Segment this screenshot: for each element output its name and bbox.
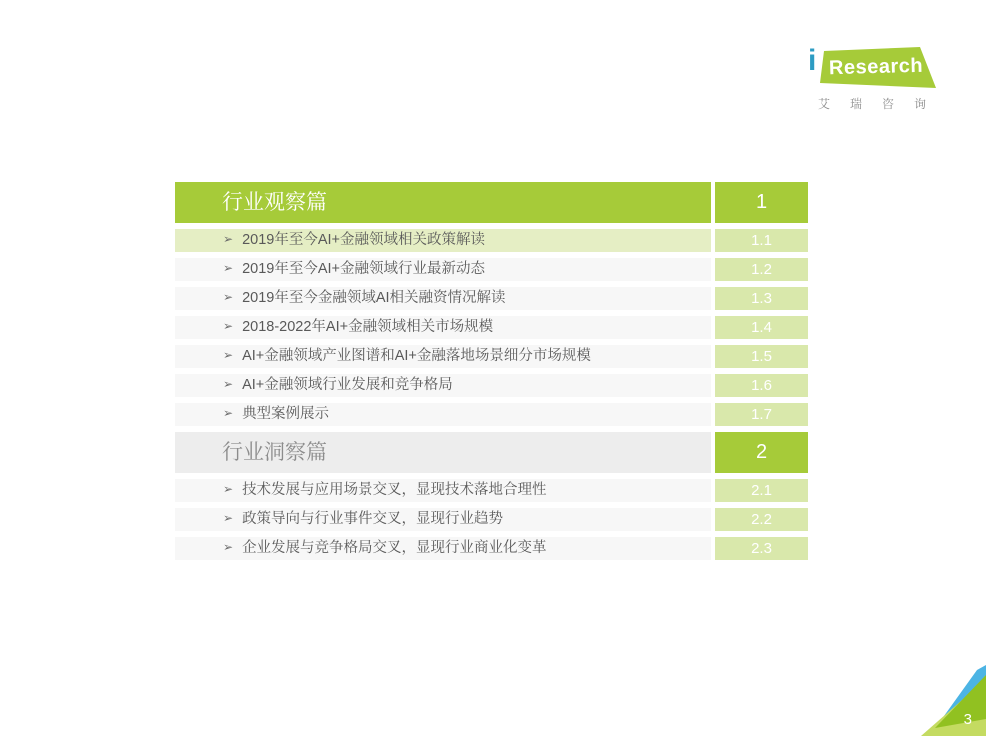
toc-item-label: 2019年至今AI+金融领域相关政策解读 [242,232,485,248]
arrow-bullet-icon: ➢ [223,406,234,420]
toc-table [175,182,808,560]
toc-item-number: 1.6 [715,374,808,397]
toc-item-label: 2019年至今AI+金融领域行业最新动态 [242,261,485,277]
logo-chinese-name: 艾瑞咨询 [818,97,947,111]
toc-item-label: 企业发展与竞争格局交叉，显现行业商业化变革 [242,540,547,556]
iresearch-logo [806,44,946,114]
page-number: 3 [963,711,972,728]
logo-i-mark: i [808,44,817,77]
toc-item-label: AI+金融领域产业图谱和AI+金融落地场景细分市场规模 [242,348,591,364]
toc-item-label: 2018-2022年AI+金融领域相关市场规模 [242,319,494,335]
section-1-title: 行业观察篇 [175,182,711,223]
toc-item-label: 技术发展与应用场景交叉，显现技术落地合理性 [242,482,547,498]
toc-item-number: 1.1 [715,229,808,252]
toc-item-label: 政策导向与行业事件交叉，显现行业趋势 [242,511,504,527]
corner-decoration [916,660,986,736]
section-1-header-row [175,182,808,223]
logo-wordmark: Research [828,54,924,80]
arrow-bullet-icon: ➢ [223,482,234,496]
toc-item-row [175,537,808,560]
section-2-header-row [175,432,808,473]
toc-item-number: 1.7 [715,403,808,426]
toc-item-label: 2019年至今金融领域AI相关融资情况解读 [242,290,506,306]
section-2-title: 行业洞察篇 [175,432,711,473]
toc-item-number: 1.3 [715,287,808,310]
toc-item-number: 2.2 [715,508,808,531]
toc-item-number: 1.5 [715,345,808,368]
toc-item-number: 2.1 [715,479,808,502]
section-1-number: 1 [715,182,808,223]
toc-item-number: 1.4 [715,316,808,339]
toc-item-number: 2.3 [715,537,808,560]
arrow-bullet-icon: ➢ [223,232,234,246]
toc-item-row [175,374,808,397]
toc-item-row [175,403,808,426]
toc-item-row [175,229,808,252]
section-2-number: 2 [715,432,808,473]
toc-item-row [175,345,808,368]
arrow-bullet-icon: ➢ [223,319,234,333]
toc-item-label: AI+金融领域行业发展和竞争格局 [242,377,453,393]
arrow-bullet-icon: ➢ [223,290,234,304]
arrow-bullet-icon: ➢ [223,511,234,525]
toc-item-row [175,316,808,339]
arrow-bullet-icon: ➢ [223,348,234,362]
toc-item-row [175,287,808,310]
toc-item-number: 1.2 [715,258,808,281]
toc-item-row [175,479,808,502]
toc-item-row [175,508,808,531]
toc-item-row [175,258,808,281]
arrow-bullet-icon: ➢ [223,261,234,275]
toc-item-label: 典型案例展示 [242,406,330,422]
arrow-bullet-icon: ➢ [223,377,234,391]
arrow-bullet-icon: ➢ [223,540,234,554]
